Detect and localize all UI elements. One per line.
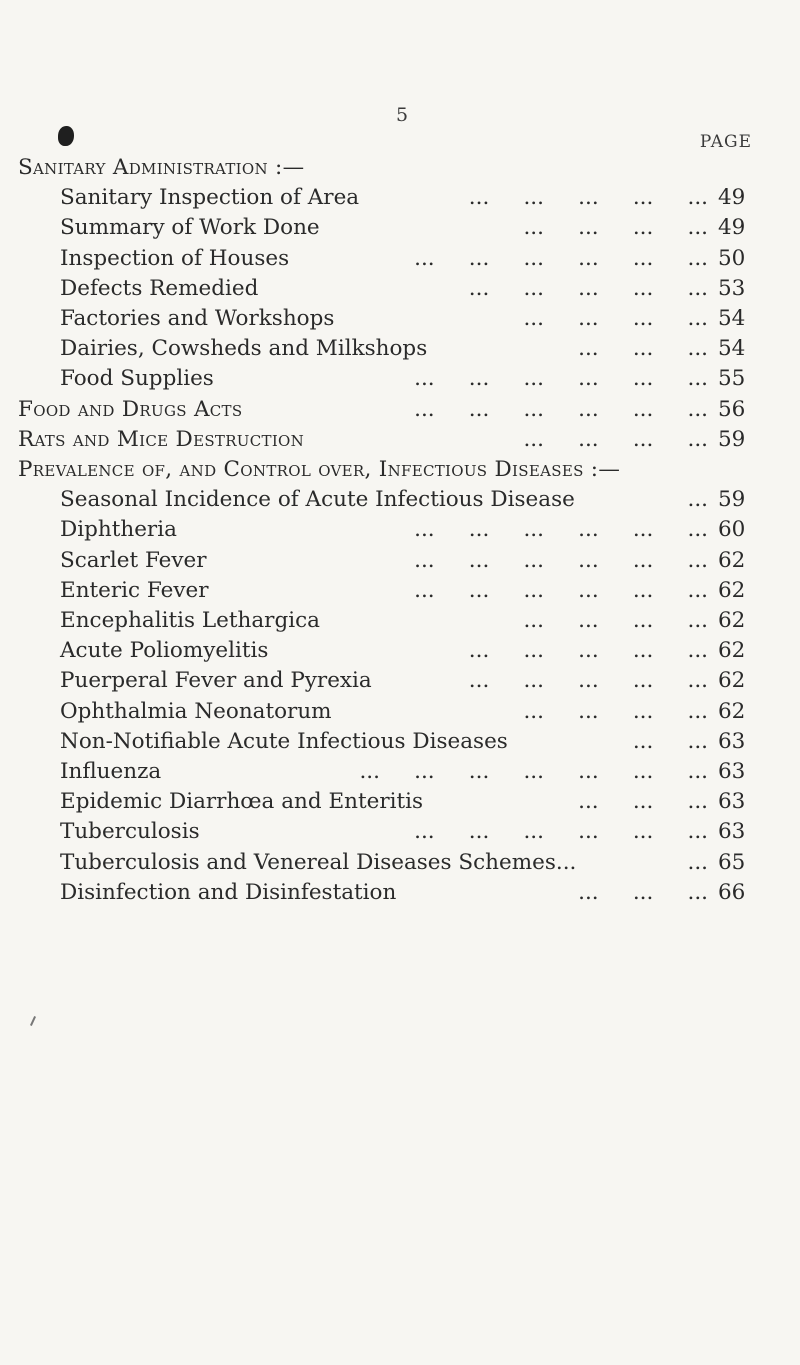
toc-page-number: 49	[718, 185, 746, 211]
toc-page-number: 49	[718, 215, 746, 241]
toc-entry-title: Food Supplies	[60, 366, 214, 392]
toc-dot-leader: ... ... ... ...	[523, 608, 708, 633]
toc-dot-leader: ... ...	[632, 728, 708, 754]
toc-page-number: 63	[718, 819, 746, 845]
toc-entry	[0, 244, 800, 274]
toc-page-number: 62	[718, 547, 746, 573]
page-column-header: PAGE	[699, 132, 752, 152]
toc-entry-title: Disinfection and Disinfestation	[60, 879, 397, 905]
toc-dot-leader: ... ... ... ... ... ...	[414, 245, 708, 271]
toc-page-number: 62	[718, 698, 746, 724]
toc-dot-leader: ... ... ... ... ... ...	[414, 366, 708, 392]
toc-page-number: 59	[718, 426, 746, 452]
toc-dot-leader: ... ... ... ... ... ...	[414, 517, 708, 543]
toc-entry-title: Scarlet Fever	[60, 547, 207, 573]
toc-dot-leader: ... ... ... ... ... ...	[414, 547, 708, 573]
toc-entry	[0, 304, 800, 334]
toc-entry	[0, 878, 800, 908]
toc-dot-leader: ... ... ... ... ... ... ...	[359, 759, 708, 784]
toc-page-number: 62	[718, 608, 746, 633]
toc-entry	[0, 546, 800, 576]
toc-entry	[0, 576, 800, 606]
toc-dot-leader: ... ... ...	[578, 879, 708, 905]
toc-entry	[0, 364, 800, 394]
toc-entry-title: Diphtheria	[60, 517, 177, 543]
toc-dot-leader: ... ... ... ...	[523, 426, 708, 452]
toc-entry-title: Defects Remedied	[60, 275, 259, 301]
toc-dot-leader: ... ... ... ... ... ...	[414, 396, 708, 422]
toc-entry-title: Ophthalmia Neonatorum	[60, 698, 332, 724]
toc-entry-title: Sanitary Inspection of Area	[60, 185, 360, 211]
toc-page-number: 63	[718, 759, 746, 784]
toc-dot-leader: ...	[687, 849, 708, 875]
toc-entry	[0, 485, 800, 515]
toc-page-number: 53	[718, 275, 746, 301]
toc-entry	[0, 515, 800, 545]
toc-entry-title: Enteric Fever	[60, 577, 209, 603]
toc-section-heading	[0, 153, 800, 183]
toc-entry	[0, 213, 800, 243]
toc-entry	[0, 666, 800, 696]
toc-entry	[0, 334, 800, 364]
toc-entry	[0, 697, 800, 727]
toc-entry-title: Seasonal Incidence of Acute Infectious Disease	[60, 487, 575, 513]
toc-dot-leader: ... ... ... ... ...	[468, 185, 708, 211]
toc-entry	[0, 757, 800, 787]
toc-dot-leader: ... ... ... ...	[523, 698, 708, 724]
toc-entry-title: Puerperal Fever and Pyrexia	[60, 668, 372, 694]
toc-entry-title: Inspection of Houses	[60, 245, 290, 271]
toc-entry-title: Sanitary Administration :—	[18, 155, 305, 180]
toc-entry-title: Dairies, Cowsheds and Milkshops	[60, 336, 428, 362]
toc-entry-title: Encephalitis Lethargica	[60, 608, 320, 633]
toc-dot-leader: ... ... ... ...	[523, 215, 708, 241]
toc-dot-leader: ... ... ... ...	[523, 306, 708, 331]
toc-entry	[0, 274, 800, 304]
toc-dot-leader: ... ... ...	[578, 336, 708, 362]
toc-entry	[0, 787, 800, 817]
toc-entry-title: Tuberculosis and Venereal Diseases Schemes...	[60, 849, 577, 875]
toc-dot-leader: ... ... ... ... ... ...	[414, 577, 708, 603]
toc-entry	[0, 817, 800, 847]
toc-dot-leader: ... ... ... ... ... ...	[414, 819, 708, 845]
toc-page-number: 62	[718, 668, 746, 694]
toc-entry-title: Factories and Workshops	[60, 306, 335, 331]
toc-entry-title: Acute Poliomyelitis	[60, 638, 269, 664]
toc-entry	[0, 848, 800, 878]
toc-section-heading	[0, 395, 800, 425]
toc-dot-leader: ... ... ... ... ...	[468, 275, 708, 301]
toc-page-number: 62	[718, 638, 746, 664]
toc-page-number: 63	[718, 728, 746, 754]
toc-page-number: 54	[718, 336, 746, 362]
toc-entry	[0, 727, 800, 757]
toc-entry-title: Tuberculosis	[60, 819, 200, 845]
toc-page-number: 63	[718, 789, 746, 815]
toc-section-heading	[0, 455, 800, 485]
toc-page-number: 56	[718, 396, 746, 422]
toc-entry-title: Food and Drugs Acts	[18, 396, 243, 422]
toc-page-number: 50	[718, 245, 746, 271]
toc-entry-title: Influenza	[60, 759, 162, 784]
toc-entry	[0, 606, 800, 636]
toc-entry-title: Non-Notifiable Acute Infectious Diseases	[60, 728, 508, 754]
toc-dot-leader: ... ... ... ... ...	[468, 638, 708, 664]
toc-page-number: 66	[718, 879, 746, 905]
toc-entry	[0, 183, 800, 213]
toc-entry	[0, 636, 800, 666]
toc-page-number: 59	[718, 487, 746, 513]
toc-entry-title: Rats and Mice Destruction	[18, 426, 305, 452]
toc-entry-title: Prevalence of, and Control over, Infectious Diseases :—	[18, 457, 621, 482]
toc-dot-leader: ...	[687, 487, 708, 513]
toc-dot-leader: ... ... ... ... ...	[468, 668, 708, 694]
toc-section-heading	[0, 425, 800, 455]
toc-entry-title: Summary of Work Done	[60, 215, 320, 241]
toc-page-number: 65	[718, 849, 746, 875]
toc-page-number: 55	[718, 366, 746, 392]
toc-page-number: 60	[718, 517, 746, 543]
toc-entry-title: Epidemic Diarrhœa and Enteritis	[60, 789, 424, 815]
toc-page-number: 54	[718, 306, 746, 331]
page-number: 5	[396, 104, 409, 126]
toc-page-number: 62	[718, 577, 746, 603]
toc-dot-leader: ... ... ...	[578, 789, 708, 815]
